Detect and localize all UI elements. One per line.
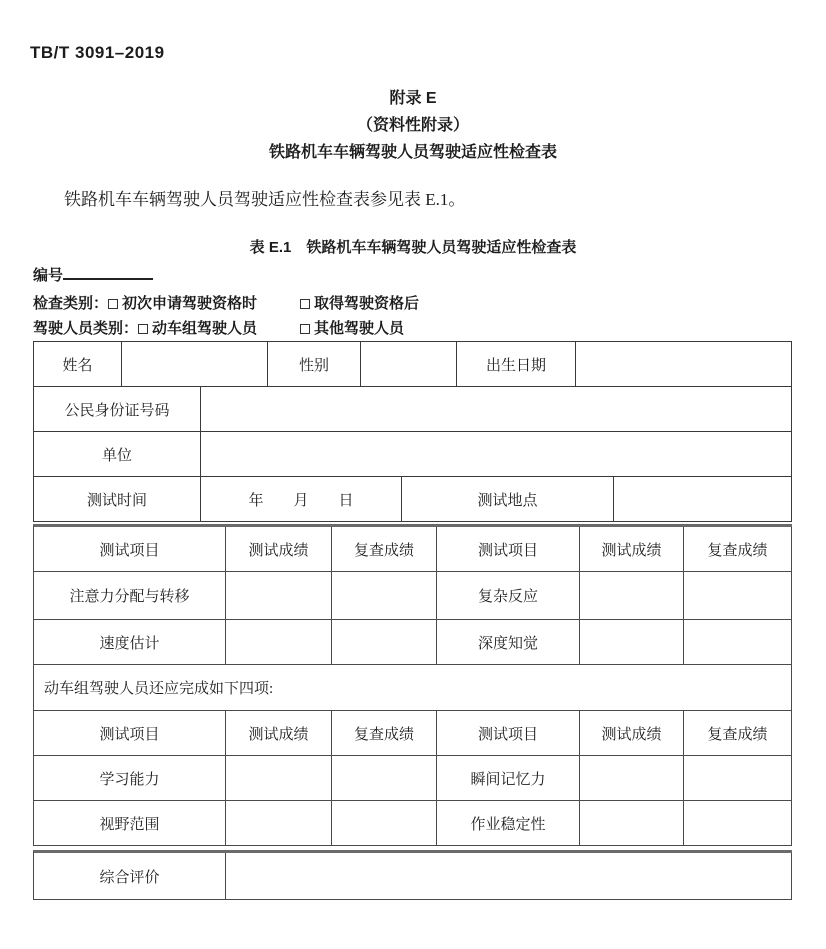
check-type-option-1 <box>108 295 257 312</box>
test-header-row <box>34 527 792 572</box>
name-value-cell <box>122 342 268 387</box>
checkbox-icon <box>108 299 118 309</box>
score-cell <box>226 620 332 665</box>
id-number-label: 公民身份证号码 <box>34 387 201 432</box>
overall-evaluation-label: 综合评价 <box>34 853 226 900</box>
driver-type-option-1-label: 动车组驾驶人员 <box>152 320 258 337</box>
driver-type-option-2 <box>300 317 404 338</box>
id-number-value-cell <box>201 387 792 432</box>
test-item-label: 复杂反应 <box>437 572 580 620</box>
test-place-label: 测试地点 <box>402 477 614 522</box>
score-cell <box>684 756 792 801</box>
test-item-label: 作业稳定性 <box>437 801 580 846</box>
check-type-label: 检查类别： <box>33 295 109 312</box>
check-type-option-1-label: 初次申请驾驶资格时 <box>122 295 258 312</box>
serial-label: 编号 <box>33 267 64 284</box>
table-caption: 表 E.1 铁路机车车辆驾驶人员驾驶适应性检查表 <box>249 239 577 256</box>
score-cell <box>580 620 684 665</box>
score-cell <box>332 801 437 846</box>
test-results-table <box>33 524 792 846</box>
overall-evaluation-table <box>33 850 792 900</box>
score-cell <box>226 572 332 620</box>
check-type-option-2 <box>300 292 419 313</box>
score-cell <box>332 756 437 801</box>
header-test-item: 测试项目 <box>437 711 580 756</box>
intro-paragraph: 铁路机车车辆驾驶人员驾驶适应性检查表参见表 E.1。 <box>64 190 466 209</box>
overall-evaluation-value-cell <box>226 853 792 900</box>
standard-code: TB/T 3091–2019 <box>30 43 165 62</box>
gender-label: 性别 <box>268 342 361 387</box>
score-cell <box>226 801 332 846</box>
checkbox-icon <box>300 299 310 309</box>
header-recheck-score: 复查成绩 <box>332 527 437 572</box>
header-test-item: 测试项目 <box>34 711 226 756</box>
emu-note-row <box>34 665 792 711</box>
score-cell <box>684 620 792 665</box>
header-test-score: 测试成绩 <box>580 711 684 756</box>
score-cell <box>580 801 684 846</box>
score-cell <box>684 801 792 846</box>
birth-date-value-cell <box>576 342 792 387</box>
gender-value-cell <box>361 342 457 387</box>
header-test-item: 测试项目 <box>437 527 580 572</box>
driver-type-option-2-label: 其他驾驶人员 <box>314 320 405 337</box>
header-test-score: 测试成绩 <box>226 711 332 756</box>
header-recheck-score: 复查成绩 <box>684 711 792 756</box>
score-cell <box>580 756 684 801</box>
score-cell <box>332 572 437 620</box>
test-row <box>34 572 792 620</box>
appendix-label: 附录 E <box>389 90 437 107</box>
header-recheck-score: 复查成绩 <box>684 527 792 572</box>
header-test-score: 测试成绩 <box>580 527 684 572</box>
test-item-label: 速度估计 <box>34 620 226 665</box>
driver-type-line <box>33 317 405 338</box>
check-type-line <box>33 292 420 313</box>
test-row <box>34 756 792 801</box>
test-row <box>34 620 792 665</box>
appendix-type-note: （资料性附录） <box>356 117 469 134</box>
table-row <box>34 853 792 900</box>
unit-label: 单位 <box>34 432 201 477</box>
checkbox-icon <box>138 324 148 334</box>
table-row <box>34 477 792 522</box>
serial-number-line <box>33 264 153 285</box>
test-row <box>34 801 792 846</box>
test-place-value-cell <box>614 477 792 522</box>
birth-date-label: 出生日期 <box>457 342 576 387</box>
score-cell <box>332 620 437 665</box>
test-item-label: 视野范围 <box>34 801 226 846</box>
test-item-label: 深度知觉 <box>437 620 580 665</box>
score-cell <box>684 572 792 620</box>
header-test-score: 测试成绩 <box>226 527 332 572</box>
driver-type-label: 驾驶人员类别： <box>33 320 139 337</box>
test-header-row <box>34 711 792 756</box>
header-test-item: 测试项目 <box>34 527 226 572</box>
test-item-label: 注意力分配与转移 <box>34 572 226 620</box>
test-item-label: 瞬间记忆力 <box>437 756 580 801</box>
table-row <box>34 432 792 477</box>
score-cell <box>226 756 332 801</box>
checkbox-icon <box>300 324 310 334</box>
name-label: 姓名 <box>34 342 122 387</box>
appendix-title: 铁路机车车辆驾驶人员驾驶适应性检查表 <box>268 144 557 161</box>
personal-info-table <box>33 341 792 522</box>
emu-note-text: 动车组驾驶人员还应完成如下四项: <box>34 665 792 711</box>
serial-underline <box>63 265 153 280</box>
score-cell <box>580 572 684 620</box>
table-row <box>34 387 792 432</box>
table-row <box>34 342 792 387</box>
check-type-option-2-label: 取得驾驶资格后 <box>314 295 420 312</box>
test-item-label: 学习能力 <box>34 756 226 801</box>
header-recheck-score: 复查成绩 <box>332 711 437 756</box>
driver-type-option-1 <box>138 320 257 337</box>
test-date-cell: 年 月 日 <box>201 477 402 522</box>
unit-value-cell <box>201 432 792 477</box>
test-time-label: 测试时间 <box>34 477 201 522</box>
